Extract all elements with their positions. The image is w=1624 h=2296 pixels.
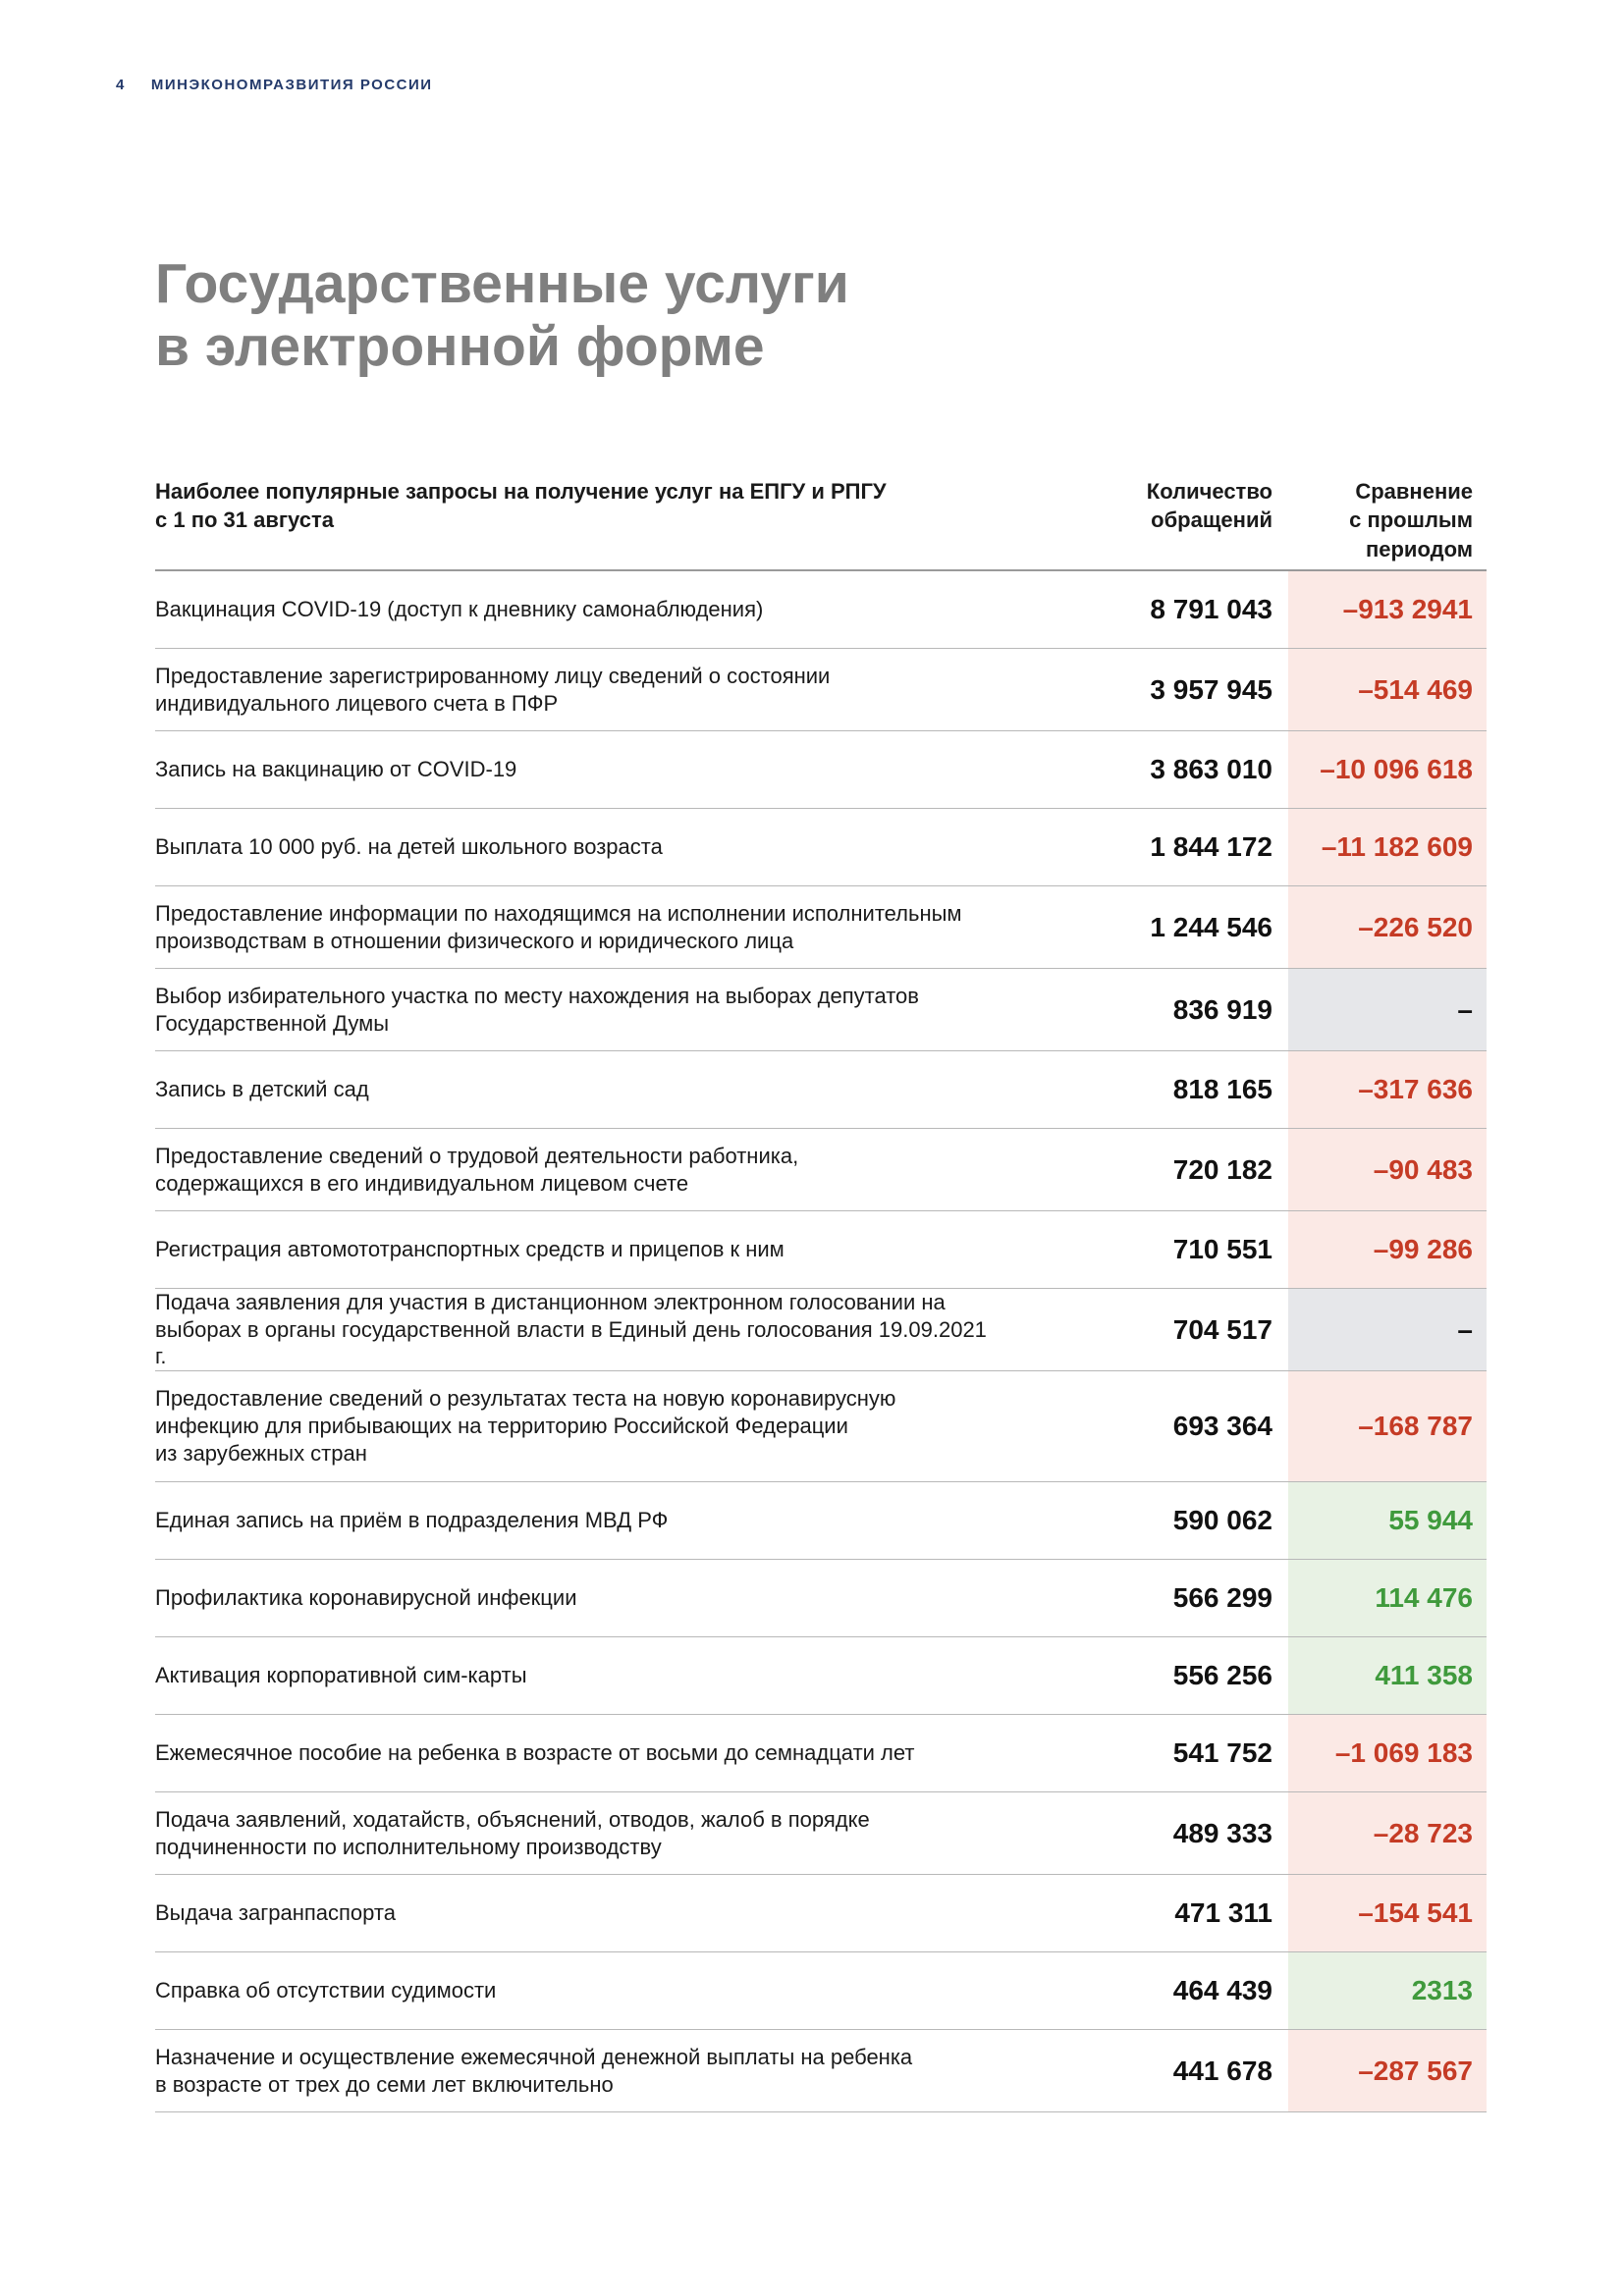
- service-name: Активация корпоративной сим-карты: [155, 1663, 527, 1688]
- page-header: [116, 77, 433, 93]
- request-count: 704 517: [1172, 1313, 1272, 1345]
- header-count: Количество обращений: [1146, 479, 1272, 533]
- table-row: [155, 1289, 1487, 1371]
- service-name: Подача заявления для участия в дистанционном электронном голосовании на выборах в органы государственной власти в Единый день голосования 19.09.2021 г.: [155, 1289, 987, 1369]
- table-row: [155, 1952, 1487, 2030]
- service-name: Подача заявлений, ходатайств, объяснений, отводов, жалоб в порядке подчиненности по исполнительному производству: [155, 1806, 870, 1859]
- request-count: 720 182: [1172, 1153, 1272, 1185]
- request-count: 710 551: [1172, 1234, 1272, 1264]
- request-count: 3 957 945: [1150, 673, 1272, 705]
- comparison-value: –: [1288, 969, 1487, 1050]
- comparison-value: –: [1288, 1289, 1487, 1370]
- request-count: 836 919: [1172, 993, 1272, 1025]
- comparison-value: –154 541: [1288, 1875, 1487, 1951]
- table-row: [155, 1637, 1487, 1715]
- table-row: [155, 809, 1487, 886]
- comparison-value: 55 944: [1288, 1482, 1487, 1559]
- table-row: [155, 1211, 1487, 1289]
- comparison-value: –28 723: [1288, 1792, 1487, 1874]
- comparison-value: –10 096 618: [1288, 731, 1487, 808]
- comparison-value: –514 469: [1288, 649, 1487, 730]
- table-row: [155, 886, 1487, 969]
- page-title-line-2: в электронной форме: [155, 314, 765, 378]
- table-body: [155, 571, 1487, 2112]
- request-count: 3 863 010: [1150, 754, 1272, 784]
- table-row: [155, 1482, 1487, 1560]
- table-row: [155, 731, 1487, 809]
- request-count: 1 844 172: [1150, 831, 1272, 862]
- request-count: 590 062: [1172, 1505, 1272, 1535]
- comparison-value: –913 2941: [1288, 571, 1487, 648]
- request-count: 489 333: [1172, 1817, 1272, 1848]
- request-count: 471 311: [1174, 1897, 1272, 1928]
- comparison-value: –11 182 609: [1288, 809, 1487, 885]
- table-row: [155, 1051, 1487, 1129]
- comparison-value: 411 358: [1288, 1637, 1487, 1714]
- service-name: Назначение и осуществление ежемесячной денежной выплаты на ребенка в возрасте от трех до семи лет включительно: [155, 2044, 913, 2097]
- comparison-value: –90 483: [1288, 1129, 1487, 1210]
- table-row: [155, 1792, 1487, 1875]
- comparison-value: –99 286: [1288, 1211, 1487, 1288]
- comparison-value: 114 476: [1288, 1560, 1487, 1636]
- comparison-value: –168 787: [1288, 1371, 1487, 1481]
- table-row: [155, 1560, 1487, 1637]
- page-title: [155, 253, 1235, 379]
- organization-name: МИНЭКОНОМРАЗВИТИЯ РОССИИ: [150, 77, 433, 93]
- request-count: 818 165: [1172, 1074, 1272, 1104]
- table-row: [155, 1129, 1487, 1211]
- request-count: 8 791 043: [1150, 594, 1272, 624]
- comparison-value: –1 069 183: [1288, 1715, 1487, 1791]
- table-row: [155, 1715, 1487, 1792]
- service-name: Профилактика коронавирусной инфекции: [155, 1585, 577, 1611]
- comparison-value: –287 567: [1288, 2030, 1487, 2111]
- table-row: [155, 571, 1487, 649]
- request-count: 693 364: [1172, 1411, 1272, 1441]
- table-row: [155, 1875, 1487, 1952]
- service-name: Выбор избирательного участка по месту нахождения на выборах депутатов Государственной Думы: [155, 983, 919, 1036]
- request-count: 1 244 546: [1150, 911, 1272, 942]
- comparison-value: –226 520: [1288, 886, 1487, 968]
- services-table: [155, 465, 1487, 2112]
- table-row: [155, 2030, 1487, 2112]
- request-count: 541 752: [1172, 1737, 1272, 1768]
- service-name: Предоставление сведений о трудовой деятельности работника, содержащихся в его индивидуальном лицевом счете: [155, 1143, 799, 1196]
- page-title-line-1: Государственные услуги: [155, 252, 849, 315]
- header-comparison: Сравнение с прошлым периодом: [1349, 479, 1473, 561]
- table-row: [155, 969, 1487, 1051]
- service-name: Предоставление информации по находящимся на исполнении исполнительным производствам в отношении физического и юридического лица: [155, 900, 962, 953]
- service-name: Предоставление сведений о результатах теста на новую коронавирусную инфекцию для прибывающих на территорию Российской Федерации из зарубежных стран: [155, 1386, 896, 1466]
- table-header: [155, 465, 1487, 571]
- service-name: Выдача загранпаспорта: [155, 1900, 396, 1926]
- service-name: Предоставление зарегистрированному лицу сведений о состоянии индивидуального лицевого счета в ПФР: [155, 663, 831, 716]
- request-count: 556 256: [1172, 1660, 1272, 1690]
- request-count: 566 299: [1172, 1582, 1272, 1613]
- service-name: Запись на вакцинацию от COVID-19: [155, 757, 517, 782]
- service-name: Регистрация автомототранспортных средств и прицепов к ним: [155, 1237, 785, 1262]
- service-name: Ежемесячное пособие на ребенка в возрасте от восьми до семнадцати лет: [155, 1740, 915, 1766]
- service-name: Запись в детский сад: [155, 1077, 369, 1102]
- request-count: 441 678: [1172, 2055, 1272, 2086]
- service-name: Выплата 10 000 руб. на детей школьного возраста: [155, 834, 663, 860]
- request-count: 464 439: [1172, 1975, 1272, 2005]
- service-name: Справка об отсутствии судимости: [155, 1978, 497, 2003]
- page-number: 4: [116, 77, 126, 93]
- service-name: Единая запись на приём в подразделения МВД РФ: [155, 1508, 669, 1533]
- service-name: Вакцинация COVID-19 (доступ к дневнику самонаблюдения): [155, 597, 764, 622]
- comparison-value: 2313: [1288, 1952, 1487, 2029]
- table-row: [155, 1371, 1487, 1482]
- header-description: Наиболее популярные запросы на получение услуг на ЕПГУ и РПГУ с 1 по 31 августа: [155, 479, 887, 533]
- table-row: [155, 649, 1487, 731]
- comparison-value: –317 636: [1288, 1051, 1487, 1128]
